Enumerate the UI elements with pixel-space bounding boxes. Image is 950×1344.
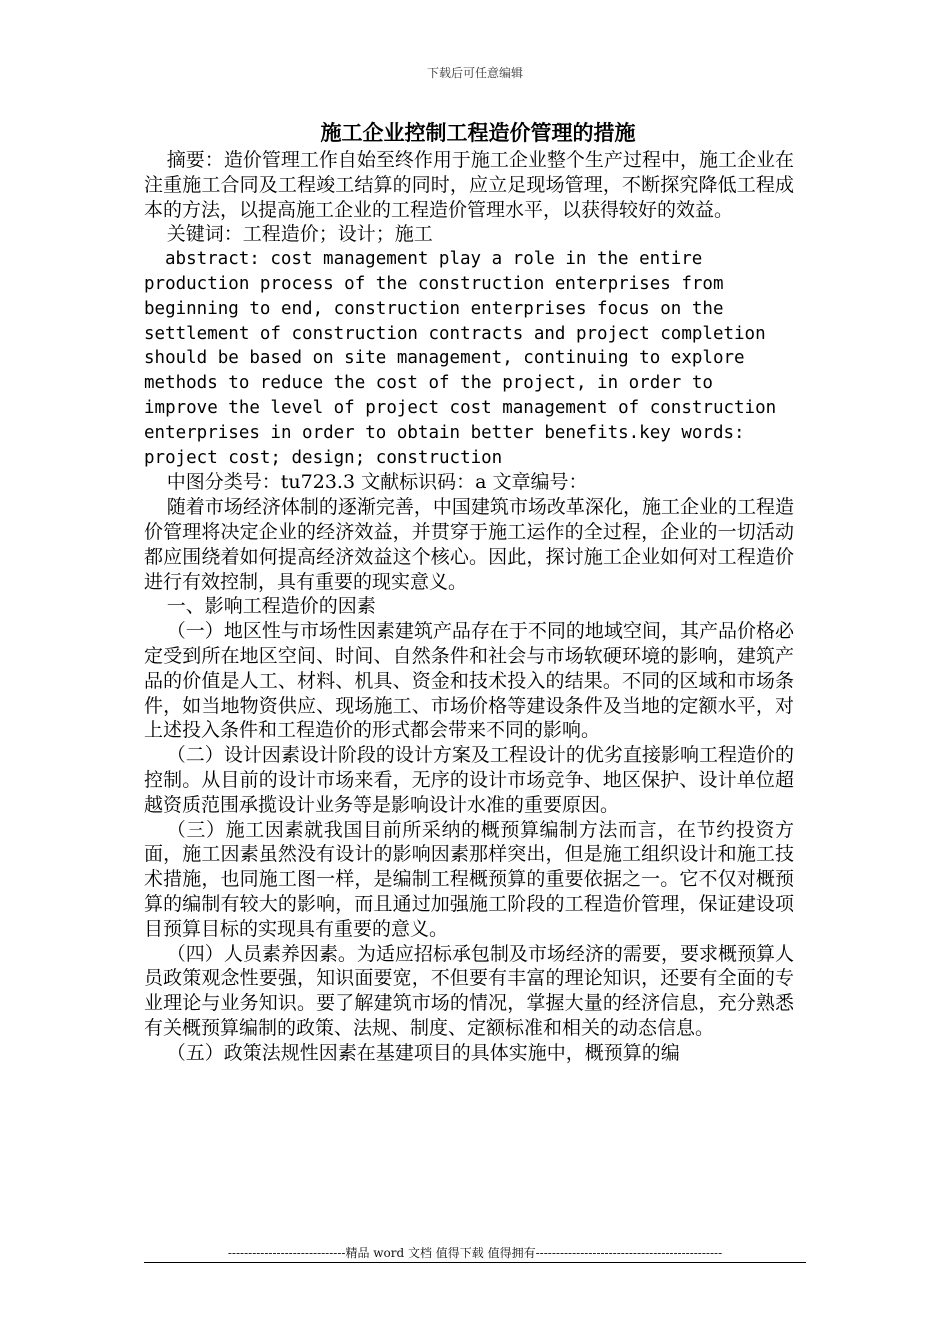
intro-paragraph: 随着市场经济体制的逐渐完善，中国建筑市场改革深化，施工企业的工程造价管理将决定企业的经济效益，并贯穿于施工运作的全过程，企业的一切活动都应围绕着如何提高经济效益这个核心。因此，探讨施工企业如何对工程造价进行有效控制，具有重要的现实意义。	[144, 496, 794, 593]
header-note: 下载后可任意编辑	[426, 66, 523, 80]
footer-note: -----------------------------精品 word 文档 值得下载 值得拥有----------------------------------------------	[227, 1246, 723, 1260]
document-body	[144, 118, 794, 1065]
paragraph-factor-1: （一）地区性与市场性因素建筑产品存在于不同的地域空间，其产品价格必定受到所在地区空间、时间、自然条件和社会与市场软硬环境的影响，建筑产品的价值是人工、材料、机具、资金和技术投入的结果。不同的区域和市场条件，如当地物资供应、现场施工、市场价格等建设条件及当地的定额水平，对上述投入条件和工程造价的形式都会带来不同的影响。	[144, 620, 794, 742]
abstract-cn: 摘要：造价管理工作自始至终作用于施工企业整个生产过程中，施工企业在注重施工合同及工程竣工结算的同时，应立足现场管理，不断探究降低工程成本的方法，以提高施工企业的工程造价管理水平，以获得较好的效益。	[144, 149, 794, 221]
abstract-en: abstract: cost management play a role in the entire production process of the construction enterprises from beginning to end, construction enterprises focus on the settlement of construction contracts and project completion should be based on site management, continuing to explore methods to reduce the cost of the project, in order to improve the level of project cost management of construction enterprises in order to obtain better benefits.key words: project cost; design; construction	[144, 249, 777, 468]
paragraph-factor-5: （五）政策法规性因素在基建项目的具体实施中，概预算的编	[166, 1041, 680, 1064]
paragraph-factor-4: （四）人员素养因素。为适应招标承包制及市场经济的需要，要求概预算人员政策观念性要强，知识面要宽，不但要有丰富的理论知识，还要有全面的专业理论与业务知识。要了解建筑市场的情况，掌握大量的经济信息，充分熟悉有关概预算编制的政策、法规、制度、定额标准和相关的动态信息。	[144, 942, 794, 1039]
classification-line: 中图分类号：tu723.3 文献标识码：a 文章编号：	[166, 471, 588, 494]
keywords-cn: 关键词：工程造价；设计；施工	[166, 223, 433, 246]
section-heading: 一、影响工程造价的因素	[166, 595, 376, 618]
document-title: 施工企业控制工程造价管理的措施	[320, 120, 636, 145]
paragraph-factor-2: （二）设计因素设计阶段的设计方案及工程设计的优劣直接影响工程造价的控制。从目前的设计市场来看，无序的设计市场竞争、地区保护、设计单位超越资质范围承揽设计业务等是影响设计水准的重要原因。	[144, 744, 794, 816]
paragraph-factor-3: （三）施工因素就我国目前所采纳的概预算编制方法而言，在节约投资方面，施工因素虽然没有设计的影响因素那样突出，但是施工组织设计和施工技术措施，也同施工图一样，是编制工程概预算的重要依据之一。它不仅对概预算的编制有较大的影响，而且通过加强施工阶段的工程造价管理，保证建设项目预算目标的实现具有重要的意义。	[144, 818, 794, 940]
footer-divider	[144, 1262, 806, 1263]
